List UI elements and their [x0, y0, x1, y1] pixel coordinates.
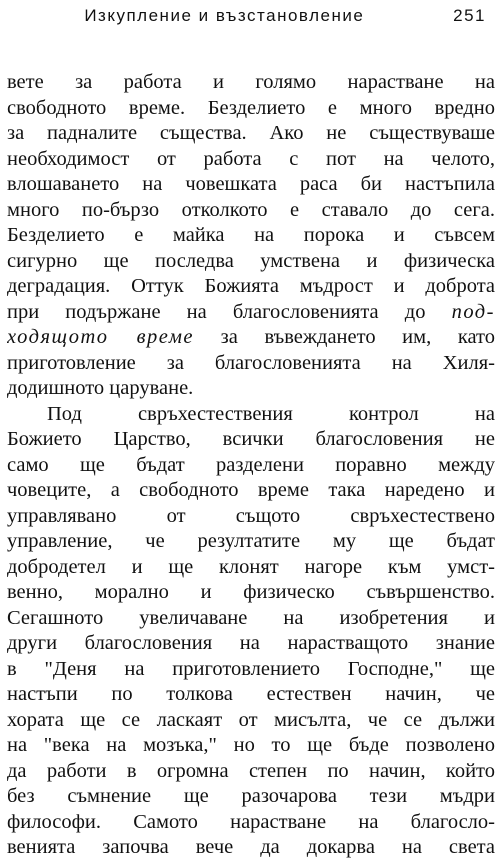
text-line: приготовление за благословенията на Хиля- — [7, 351, 495, 374]
text-line: човеците, а свободното време така наредено и — [7, 479, 495, 501]
text-line: настъпи по толкова естествен начин, че — [7, 683, 495, 705]
text-line: други благословения на нарастващото знание — [7, 632, 495, 654]
text-line-with-emphasis — [7, 325, 495, 351]
running-header — [14, 6, 492, 30]
emphasized-text: под- — [451, 300, 495, 323]
text-line: вете за работа и голямо нарастване на — [7, 71, 495, 93]
text-line: на "века на мозъка," но то ще бъде позволено — [7, 734, 495, 756]
running-title: Изкупление и възстановление — [84, 6, 365, 25]
text-line: Безделието е майка на порока и съвсем — [7, 224, 495, 246]
text-line: необходимост от работа с пот на челото, — [7, 147, 495, 170]
text-line: Божието Царство, всички благословения не — [7, 428, 495, 450]
text-line: за падналите същества. Ако не съществуваше — [7, 122, 495, 144]
text-line: добродетел и ще клонят нагоре към умст- — [7, 555, 495, 578]
text-line: додишното царуване. — [7, 377, 194, 399]
body-text — [7, 70, 495, 861]
text-line: деградация. Оттук Божията мъдрост и доброта — [7, 275, 495, 297]
text-line: венно, морално и физическо съвършенство. — [7, 581, 495, 603]
text-line: без съмнение ще разочарова тези мъдри — [7, 785, 495, 807]
text-line-with-emphasis — [7, 300, 495, 326]
text-line: философи. Самото нарастване на благосло- — [7, 810, 495, 833]
text-line: само ще бъдат разделени поравно между — [7, 453, 495, 476]
text-line: Под свръхестествения контрол на — [47, 402, 495, 425]
text-line: в "Деня на приготовлението Господне," ще — [7, 657, 495, 680]
paragraph-2 — [7, 402, 495, 861]
text-line: сигурно ще последва умствена и физическа — [7, 249, 495, 272]
text-line: свободното време. Безделието е много вредно — [7, 96, 495, 119]
page-number: 251 — [453, 6, 486, 25]
text-line: управление, че резултатите му ще бъдат — [7, 530, 495, 552]
text-line: управлявано от същото свръхестествено — [7, 504, 495, 527]
text-line: да работи в огромна степен по начин, който — [7, 759, 495, 782]
text-line: хората ще се ласкаят от мисълта, че се дължи — [7, 708, 495, 731]
text-segment: при подържане на благословенията до — [7, 300, 426, 323]
emphasized-text: ходящото време — [7, 326, 195, 348]
text-line: венията започва вече да докарва на света — [7, 836, 495, 858]
text-line: много по-бързо отколкото е ставало до сега. — [7, 198, 495, 221]
text-line: влошаването на човешката раса би настъпила — [7, 173, 495, 195]
text-line: Сегашното увеличаване на изобретения и — [7, 606, 495, 629]
text-segment: за въвеждането им, като — [220, 326, 495, 348]
paragraph-1 — [7, 70, 495, 402]
